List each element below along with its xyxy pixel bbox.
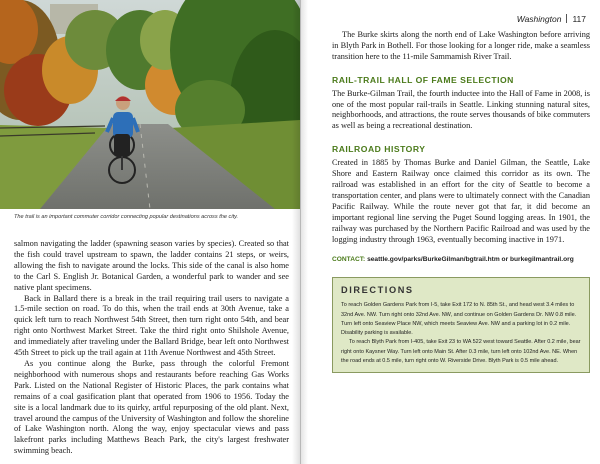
contact-links: seattle.gov/parks/BurkeGilman/bgtrail.htm or burkegilmantrail.org xyxy=(367,256,574,264)
page-number: 117 xyxy=(572,14,586,24)
running-head-state: Washington xyxy=(516,14,562,24)
paragraph: Back in Ballard there is a break in the trail requiring trail users to navigate a 1.5-mile section on road. To do this, when the trail ends at 30th Avenue, take a quick left turn to reach Northwest 54th Street, then turn right onto 54th, and bear right onto Northwest Market Street. Take the third right onto Shilshole Avenue, and immediately after traveling under the Ballard Bridge, bear left onto Northwest 45th Street to pick up the trail again at 11th Avenue Northwest and 45th Street. xyxy=(14,293,289,358)
paragraph: As you continue along the Burke, pass through the colorful Fremont neighborhood with numerous shops and restaurants before reaching Gas Works Park. Listed on the National Register of Historic Places, the park contains what remains of a coal gasification plant that operated from 1906 to 1956. Today the site is a local landmark due to its quirky, artful repurposing of the old plant. Next, travel around the campus of the University of Washington and follow the shoreline of Lake Washington north. Along the way, enjoy spectacular views and pass lakefront parks including Matthews Beach Park, the city's largest freshwater swimming beach. xyxy=(14,358,289,456)
railroad-history-heading: RAILROAD HISTORY xyxy=(332,144,426,155)
right-body xyxy=(332,30,590,373)
directions-paragraph: To reach Golden Gardens Park from I-5, take Exit 172 to N. 85th St., and head west 3.4 miles to 32nd Ave. NW. Turn right onto 32nd Ave. NW, and continue on Golden Gardens Dr. NW 0.8 mile. Turn left onto Seaview Place NW, which meets Seaview Ave. NW and a parking lot in 0.2 mile. Disability parking is available. xyxy=(341,302,577,337)
cyclist-on-trail-image xyxy=(0,0,300,209)
directions-paragraph: To reach Blyth Park from I-405, take Exit 23 to WA 522 west toward Seattle. After 0.2 mile, bear right onto Kaysner Way. Turn left onto Main St. After 0.3 mile, turn left onto 102nd Ave. NE. When the road ends at 0.5 mile, turn right onto W. Riverside Drive. Blyth Park is 0.5 mile ahead. xyxy=(341,339,581,364)
running-head-divider xyxy=(566,14,567,23)
trail-photo xyxy=(0,0,300,209)
right-page xyxy=(300,0,600,464)
directions-title: DIRECTIONS xyxy=(341,285,414,296)
photo-caption: The trail is an important commuter corridor connecting popular destinations across the city. xyxy=(14,214,239,220)
directions-box xyxy=(332,277,590,373)
running-head xyxy=(517,14,586,24)
hall-of-fame-heading: RAIL-TRAIL HALL OF FAME SELECTION xyxy=(332,74,514,85)
railroad-history-text: Created in 1885 by Thomas Burke and Daniel Gilman, the Seattle, Lake Shore and Eastern Railway once claimed this corridor as its own. The railroad was established in an effort for the city of Seattle to become a transportation center, and plans were to ultimately connect with the Canadian Pacific Railway. While the route never got that far, it did become an important regional line serving the Puget Sound logging areas. In 1901, the railway was purchased by the Northern Pacific Railroad and was used by the logging industry through 1963, eventually becoming inactive in 1971. xyxy=(332,158,590,244)
hall-of-fame-text: The Burke-Gilman Trail, the fourth inductee into the Hall of Fame in 2008, is one of the most popular rail-trails in Seattle. Linking stunning natural sites, neighborhoods, and attractions, the route serves thousands of bike commuters as well as being a recreational destination. xyxy=(332,88,590,131)
left-body-text xyxy=(14,239,289,457)
contact-label: CONTACT: xyxy=(332,256,366,264)
intro-paragraph: The Burke skirts along the north end of Lake Washington before arriving in Blyth Park in Bothell. For those looking for a longer ride, make a seamless transition here to the 11-mile Sammamish River Trail. xyxy=(332,30,590,61)
paragraph: salmon navigating the ladder (spawning season varies by species). Created so that the fish could travel upstream to spawn, the ladder contains 21 steps, or weirs, allowing the fish to navigate around the locks. This side of the canal is also home to the Carl S. English Jr. Botanical Garden, a wonderful park to wander and see native plant specimens. xyxy=(14,239,289,292)
contact-line xyxy=(332,255,590,266)
